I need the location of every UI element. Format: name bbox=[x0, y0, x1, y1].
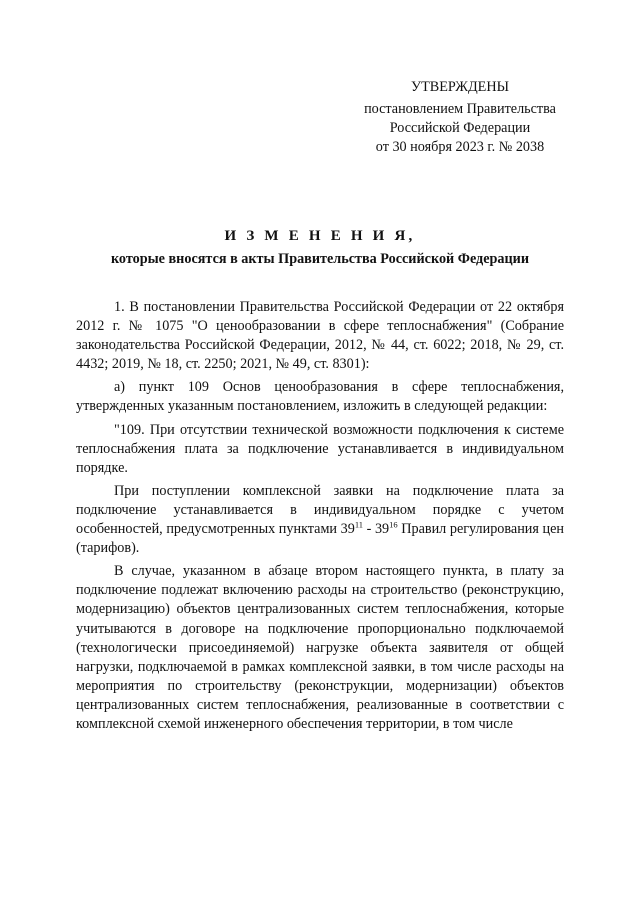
superscript-16: 16 bbox=[389, 519, 398, 530]
paragraph-4-end: Правил регулирования цен (тарифов). bbox=[76, 521, 564, 557]
document-body bbox=[76, 298, 564, 734]
approval-line-2: Российской Федерации bbox=[389, 120, 531, 136]
paragraph-2: а) пункт 109 Основ ценообразования в сфере теплоснабжения, утвержденных указанным постановлением, изложить в следующей редакции: bbox=[76, 379, 564, 415]
document-subtitle: которые вносятся в акты Правительства Российской Федерации bbox=[110, 251, 530, 267]
paragraph-3: "109. При отсутствии технической возможности подключения к системе теплоснабжения плата за подключение устанавливается в индивидуальном порядке. bbox=[76, 421, 564, 476]
document-title: И З М Е Н Е Н И Я, bbox=[224, 228, 416, 244]
paragraph-4 bbox=[76, 482, 564, 558]
paragraph-4-range: - 39 bbox=[363, 521, 390, 538]
approval-line-1: постановлением Правительства bbox=[364, 101, 556, 117]
superscript-11: 11 bbox=[354, 519, 364, 530]
paragraph-4-text: При поступлении комплексной заявки на подключение плата за подключение устанавливается в индивидуальном порядке с учетом особенностей, предусмотренных пунктами 39 bbox=[76, 482, 564, 538]
paragraph-1: 1. В постановлении Правительства Российской Федерации от 22 октября 2012 г. № 1075 "О ценообразовании в сфере теплоснабжения" (Собрание законодательства Российской Федерации, 2012, № 44, ст. 6022; 2018, № 29, ст. 4432; 2019, № 18, ст. 2250; 2021, № 49, ст. 8301): bbox=[76, 299, 564, 373]
approval-title: УТВЕРЖДЕНЫ bbox=[411, 79, 509, 95]
approval-block bbox=[330, 78, 590, 157]
paragraph-5: В случае, указанном в абзаце втором настоящего пункта, в плату за подключение подлежат включению расходы на строительство (реконструкцию, модернизацию) объектов централизованных систем теплоснабжения, которые учитываются в договоре на подключение пропорционально подключаемой (технологически присоединяемой) нагрузке объекта заявителя от общей нагрузки, подключаемой в рамках комплексной заявки, в том числе расходы на мероприятия по строительству (реконструкции, модернизации) объектов централизованных систем теплоснабжения, реализованные в соответствии с комплексной схемой инженерного обеспечения территории, в том числе bbox=[76, 563, 564, 732]
approval-line-3: от 30 ноября 2023 г. № 2038 bbox=[375, 139, 545, 155]
